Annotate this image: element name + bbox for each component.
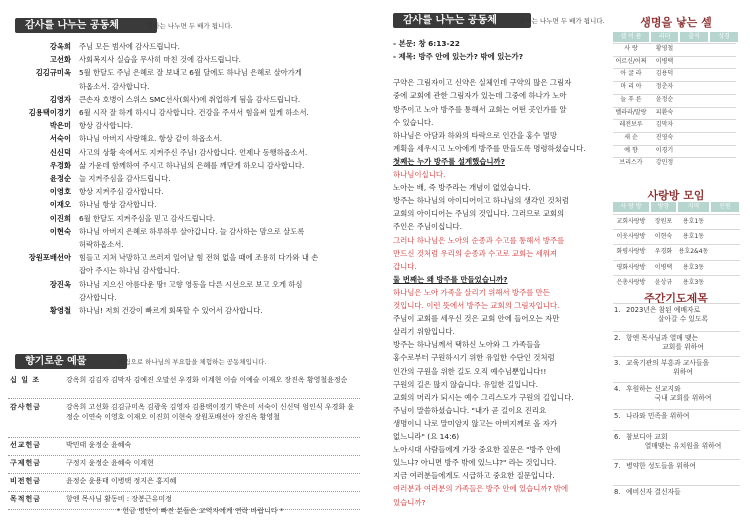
life-cell-cell <box>680 56 708 69</box>
sarang-header-cell: 사 랑 방 <box>613 202 649 212</box>
life-cell-cell <box>710 56 738 69</box>
life-cell-cell <box>710 132 738 145</box>
sarang-cell: 장원포 <box>654 218 673 225</box>
sermon-section-subtitle: 감사는 나누면 두 배가 됩니다. <box>519 17 605 25</box>
sarang-cell: 이병택 <box>654 263 673 271</box>
thanks-text: 하옵소서. 감사합니다. <box>79 81 150 91</box>
sermon-line: 것입니다. 이런 뜻에서 방주는 교회의 그림자입니다. <box>393 301 560 310</box>
sermon-line: 방주이고 노아 방주를 통해서 교회는 어떤 곳인가를 알 <box>393 104 567 114</box>
thanks-name: 박은미 <box>49 121 71 131</box>
sarang-cell: 용호3동 <box>682 263 705 271</box>
thanks-text: 5월 한달도 주님 은혜로 잘 보내고 6월 달에도 하나님 은혜로 살아가게 <box>79 68 302 78</box>
thanks-text: 항상 감사합니다. <box>79 121 133 131</box>
thanks-text: 하나님! 저희 건강이 빠르게 회복할 수 있어서 감사합니다. <box>79 306 263 315</box>
prayer-text: 2023년은 참된 예배자로 <box>626 306 701 314</box>
sermon-line: 살리기 위함입니다. <box>393 327 455 337</box>
offering-section-subtitle: 드림으로 하나님의 부요함을 체험하는 공동체입니다. <box>118 358 267 366</box>
life-cell-cell: 정춘자 <box>655 83 674 91</box>
prayer-text: 참보디아 교회 <box>626 433 668 441</box>
life-cell-cell: 김용덕 <box>655 70 674 78</box>
prayer-number: 3. <box>614 359 621 367</box>
thanks-text: 잡아 주시는 하나님 감사합니다. <box>79 266 180 276</box>
offering-note: * 헌금 명단이 빠진 분들은 교역자에게 연락 바랍니다 * <box>116 507 284 515</box>
sermon-line: 수 있습니다. <box>393 117 434 127</box>
sermon-line: 하나님은 노아 가족을 살리기 위해서 방주를 만든 <box>393 287 550 297</box>
thanks-text: 허락하옵소서. <box>79 240 124 249</box>
prayer-text: 위하여 <box>673 368 693 376</box>
thanks-name: 강옥희 <box>49 42 71 51</box>
sarang-cell <box>711 244 739 259</box>
prayer-text: 항엔 목사님과 열매 맺는 <box>626 334 699 342</box>
life-cell-cell: 윤정순 <box>655 95 674 103</box>
thanks-text: 늘 지켜주심을 감사드립니다. <box>79 174 171 183</box>
sarang-cell: 용호2&4동 <box>678 248 709 256</box>
thanks-text: 하나님 아버지 사랑해요. 항상 같이 하옵소서. <box>79 134 223 144</box>
thanks-section-header: 감사를 나누는 공동체 <box>15 18 157 33</box>
offering-divider <box>8 491 360 492</box>
sarang-cell <box>711 260 739 275</box>
life-cell-cell: 레전보루 <box>619 121 643 129</box>
offering-row <box>10 376 360 396</box>
sermon-line: 교회의 아이디어는 주님의 것입니다. 그러므로 교회의 <box>393 209 565 219</box>
life-cell-cell <box>680 43 708 56</box>
offering-names: 강옥희 김김자 김막자 김예진 오말선 우경화 이계현 이슬 이예슬 이재오 장진옥 황영철윤정순 <box>66 376 348 384</box>
thanks-name: 이현숙 <box>49 226 71 236</box>
sermon-line: 생명이니 나로 말미암지 않고는 아버지께로 올 자가 <box>393 418 558 428</box>
sermon-line: 중에 교회에 관한 그림자가 있는데 그중에 하나가 노아 <box>393 91 567 101</box>
prayer-number: 5. <box>614 412 621 420</box>
life-cell-cell <box>710 119 738 132</box>
thanks-text: 하나님 아버지 은혜로 하루하루 살아갑니다. 늘 감사하는 맘으로 살도록 <box>79 226 305 236</box>
prayer-text: 국내 교회를 위하여 <box>654 394 712 402</box>
sermon-line: 만드신 것처럼 우리의 순종과 수고로 교회는 세워져 <box>393 248 558 258</box>
thanks-name: 윤정순 <box>49 174 71 183</box>
sermon-section-header: 감사를 나누는 공동체 <box>393 13 531 28</box>
life-cell-cell <box>680 132 708 145</box>
sarang-cell: 교회사랑방 <box>616 218 646 225</box>
thanks-text: 주님 모든 범사에 감사드립니다. <box>79 42 180 51</box>
thanks-name: 우경화 <box>49 160 71 170</box>
sarang-cell: 용호1동 <box>682 218 705 225</box>
prayer-text: 후원하는 선교지와 <box>626 385 681 393</box>
sarang-title: 사랑방 모임 <box>647 189 705 202</box>
life-cell-cell <box>710 43 738 56</box>
offering-divider <box>8 473 360 474</box>
thanks-text: 사고의 상황 속에서도 지켜주신 주님! 감사합니다. 언제나 동행하옵소서. <box>79 147 308 157</box>
prayer-text: 예비신자 결신자들 <box>626 488 681 496</box>
life-cell-cell: 새 순 <box>624 133 638 141</box>
sermon-line: 있습니까? <box>393 497 426 507</box>
life-cell-cell: 진영숙 <box>655 133 674 141</box>
life-cell-cell: 예 향 <box>624 146 638 154</box>
sermon-line: 주님이 교회를 세우신 것은 교회 안에 들어오는 자만 <box>393 314 560 324</box>
life-cell-cell <box>680 119 708 132</box>
thanks-text: 감사합니다. <box>79 292 117 302</box>
life-cell-cell <box>680 107 708 120</box>
thanks-name: 고선화 <box>49 55 71 65</box>
sermon-line: 있느냐? 아니면 방주 밖에 있느냐?" 라는 것입니다. <box>393 458 557 468</box>
offering-names: 박민태 윤정순 윤혜숙 <box>66 441 132 449</box>
life-cell-cell: 벨라라/말랑 <box>615 108 647 116</box>
offering-row <box>10 459 360 471</box>
sarang-cell: 화평사랑방 <box>616 248 646 256</box>
offering-label: 감사헌금 <box>10 403 42 411</box>
sarang-header-cell: 지역 <box>678 202 709 212</box>
offering-label: 비전헌금 <box>10 477 42 485</box>
prayer-text: 나라와 민족을 위하여 <box>626 412 690 420</box>
sermon-line: 방주는 하나님의 아이디어이고 하나님의 생각인 것처럼 <box>393 196 569 206</box>
life-cell-cell: 브리스가 <box>619 159 643 167</box>
sermon-line: 인간의 구원을 위한 길도 오직 예수님뿐입니다!! <box>393 366 547 376</box>
sarang-cell: 이웃사랑방 <box>616 233 646 241</box>
life-cell-cell <box>710 107 738 120</box>
offering-label: 목적헌금 <box>10 495 42 503</box>
thanks-name: 김용택이경기 <box>28 108 71 117</box>
sarang-header-cell: 방장 <box>651 202 676 212</box>
sermon-line: - 제목: 방주 안에 있는가? 밖에 있는가? <box>393 52 523 62</box>
thanks-name: 이영호 <box>49 187 71 197</box>
life-cell-cell <box>680 68 708 81</box>
thanks-name: 황영철 <box>49 306 71 315</box>
offering-names: 윤정순 윤용태 이병택 정지은 홍지혜 <box>66 477 177 485</box>
thanks-text: 삶 가운데 함께하여 주시고 하나님의 은혜를 깨닫게 하오니 감사합니다. <box>79 160 305 170</box>
offering-divider <box>8 437 360 438</box>
sarang-cell <box>711 275 739 290</box>
offering-row <box>10 403 360 435</box>
life-cell-cell: 사 랑 <box>624 45 638 52</box>
life-cell-cell: 이병택 <box>655 57 674 65</box>
sarang-cell: 은총사랑방 <box>616 278 646 286</box>
sermon-line: 첫째는 누가 방주를 설계했습니까? <box>393 156 505 166</box>
thanks-text: 하나님 지으신 아름다운 땅! 고향 영동을 다른 시선으로 보고 오게 하심 <box>79 279 303 289</box>
life-cell-cell <box>710 145 738 158</box>
thanks-name: 신신덕 <box>49 147 71 157</box>
thanks-text: 6월 시작 잘 하게 하시니 감사합니다. 건강을 주셔서 힘을써 일케 하소서. <box>79 108 309 117</box>
sermon-line: 교회의 머리가 되시는 예수 그리스도가 구원의 길입니다. <box>393 392 574 402</box>
offering-row <box>10 477 360 489</box>
sarang-cell: 우경화 <box>654 248 673 256</box>
life-cell-cell: 황영철 <box>655 45 674 52</box>
life-cell-cell <box>710 94 738 107</box>
prayer-number: 7. <box>614 462 621 470</box>
thanks-name: 장원포배선아 <box>28 253 71 263</box>
offering-section-header: 향기로운 예물 <box>15 354 127 369</box>
life-cell-header-cell: 셀 이 름 <box>613 32 649 42</box>
sermon-line: 갑니다. <box>393 261 417 271</box>
sermon-line: 하나님이십니다. <box>393 170 446 179</box>
thanks-section-subtitle: 감사는 나누면 두 배가 됩니다. <box>147 22 233 30</box>
thanks-text: 하나님 항상 감사합니다. <box>79 200 157 210</box>
offering-names: 항엔 목사님 활동비 : 장봉근유미정 <box>66 495 172 503</box>
sermon-line: - 본문: 창 6:13-22 <box>393 39 460 48</box>
sermon-line: 둘 번째는 왜 방주를 만들었습니까? <box>393 274 508 284</box>
life-cell-cell: 이경기 <box>655 146 674 154</box>
thanks-text: 사회복지사 실습을 무사히 마친 것에 감사드립니다. <box>79 55 241 65</box>
life-cell-cell: 아 굴 라 <box>620 70 642 78</box>
offering-label: 구제헌금 <box>10 459 42 467</box>
sarang-cell: 용호3동 <box>682 278 705 286</box>
thanks-name: 장진옥 <box>49 279 71 289</box>
life-cell-cell: 강민정 <box>655 159 674 167</box>
thanks-text: 큰손자 호병이 스위스 SMC선사(회사)에 취업하게 됨을 감사드립니다. <box>79 94 301 104</box>
sermon-line: 계획을 세우시고 노아에게 방주를 만들도록 명령하셨습니다. <box>393 143 586 153</box>
offering-names: 강옥희 고선화 김김규미옥 김광욱 김영자 김용택이경기 박은미 서숙이 신신덕 엄인식 우경화 윤정순 이연숙 이영호 이재오 이진희 이현숙 장원포배선아 장진옥 황영철 <box>66 403 355 421</box>
sermon-line: 노아는 배, 즉 방주라는 개념이 없었습니다. <box>393 183 531 193</box>
life-cell-cell: 어르신/어쩌 <box>615 57 647 65</box>
life-cell-cell <box>680 94 708 107</box>
sarang-cell: 평화사랑방 <box>616 263 646 271</box>
sermon-line: 지금 여러분들에게도 시급하고 중요한 질문입니다. <box>393 471 555 481</box>
life-cell-cell <box>710 81 738 94</box>
prayer-text: 살아갈 수 있도록 <box>657 315 709 323</box>
thanks-name: 이진희 <box>49 213 71 223</box>
prayer-number: 4. <box>614 385 621 393</box>
sermon-line: 주님이 말씀하셨습니다. "내가 곧 길이요 진리요 <box>393 405 547 415</box>
thanks-name: 김영자 <box>49 94 71 104</box>
thanks-name: 김김규미옥 <box>35 68 71 78</box>
life-cell-header-cell: 출석 <box>680 32 708 42</box>
sarang-cell <box>711 214 739 229</box>
prayer-number: 8. <box>614 488 621 496</box>
life-cell-cell: 김막자 <box>655 121 674 129</box>
thanks-name: 이재오 <box>49 200 71 210</box>
sarang-cell: 이현숙 <box>654 233 673 241</box>
sermon-line: 주인은 주님이십니다. <box>393 222 462 232</box>
offering-divider <box>8 455 360 456</box>
offering-label: 십 일 조 <box>10 376 41 384</box>
prayer-number: 1. <box>614 306 621 314</box>
sermon-line: 여러분과 여러분의 가족들은 방주 안에 있습니까? 밖에 <box>393 484 569 494</box>
prayer-title: 주간기도제목 <box>644 292 708 305</box>
sarang-cell: 용호1동 <box>682 233 705 241</box>
offering-row <box>10 441 360 453</box>
sermon-line: 하나님은 아담과 하와의 타락으로 인간을 홍수 멸망 <box>393 130 558 140</box>
offering-names: 구정지 윤정순 윤혜숙 이계현 <box>66 459 154 467</box>
sermon-line: 구약은 그림자이고 신약은 실체인데 구약의 많은 그림자 <box>393 78 572 88</box>
prayer-text: 병약한 성도들을 위하여 <box>626 462 696 470</box>
prayer-text: 교육기관의 부흥과 교사들을 <box>626 359 710 367</box>
thanks-text: 항상 지켜주심 감사합니다. <box>79 187 164 197</box>
prayer-text: 열매맺는 유치원을 위하여 <box>644 442 722 450</box>
sermon-line: 방주는 하나님께서 택하신 노아와 그 가족들을 <box>393 340 541 350</box>
sarang-cell <box>711 229 739 244</box>
sarang-cell: 윤상규 <box>654 278 673 286</box>
sermon-line: 그러나 하나님은 노아의 순종과 수고를 통해서 방주를 <box>393 235 565 245</box>
thanks-name: 서숙이 <box>49 134 71 144</box>
prayer-text: 교회를 위하여 <box>662 343 704 351</box>
life-cell-cell: 늘 푸 른 <box>620 95 642 103</box>
life-cell-title: 생명을 낳는 셀 <box>640 16 712 29</box>
life-cell-cell: 피환숙 <box>655 108 674 116</box>
prayer-number: 2. <box>614 334 621 342</box>
life-cell-cell <box>680 145 708 158</box>
life-cell-header-cell: 리더 <box>651 32 678 42</box>
thanks-text: 6월 한달도 지켜주심을 믿고 감사드립니다. <box>79 213 216 223</box>
life-cell-header-cell: 성경 <box>710 32 738 42</box>
life-cell-cell <box>680 157 708 170</box>
sermon-line: 홍수로부터 구원하시기 위한 유일한 수단인 것처럼 <box>393 353 555 363</box>
life-cell-cell: 마 리 아 <box>620 83 642 91</box>
sarang-header-cell: 인원 <box>711 202 739 212</box>
prayer-number: 6. <box>614 433 621 441</box>
sermon-line: 구원의 길은 많지 않습니다. 유일한 길입니다. <box>393 379 538 389</box>
life-cell-cell <box>710 157 738 170</box>
sermon-line: 없느니라" (요 14:6) <box>393 432 460 441</box>
life-cell-cell <box>680 81 708 94</box>
offering-divider <box>8 398 360 399</box>
sermon-line: 노아시대 사람들에게 가장 중요한 질문은 "방주 안에 <box>393 445 561 455</box>
life-cell-cell <box>710 68 738 81</box>
thanks-text: 힘들고 지쳐 낙망하고 쓰러져 일어날 힘 전혀 없을 때에 조용히 다가와 내 손 <box>79 253 319 263</box>
offering-label: 선교헌금 <box>10 441 42 449</box>
